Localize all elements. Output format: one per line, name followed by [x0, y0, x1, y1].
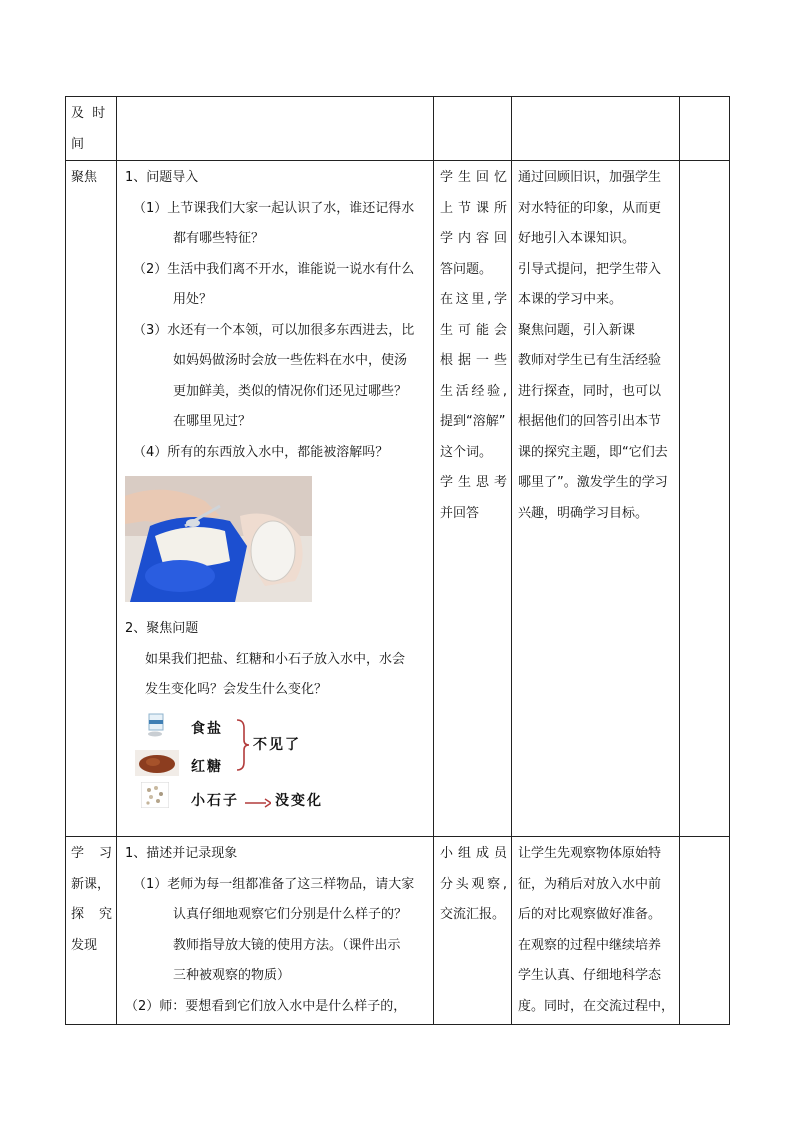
salt-label: 食盐	[191, 720, 223, 737]
row-label-line: 间	[71, 136, 85, 152]
student-line: 学生回忆	[440, 170, 507, 185]
pebbles-icon	[141, 782, 169, 808]
intent-line: 通过回顾旧识，加强学生	[518, 170, 662, 185]
intent-line: 哪里了”。激发学生的学习	[518, 475, 668, 490]
extra-cell-empty	[680, 97, 730, 161]
table-row-learn	[66, 837, 730, 1025]
focus-question: 如果我们把盐、红糖和小石子放入水中，水会 发生变化吗？会发生什么变化？	[145, 651, 406, 697]
substances-diagram	[135, 706, 395, 814]
stone-label: 小石子	[191, 792, 239, 809]
student-line: 生可能会	[440, 322, 507, 338]
paragraph-2	[125, 992, 429, 1023]
arrow-right-icon	[245, 798, 271, 808]
sugar-label: 红糖	[191, 758, 223, 775]
intent-line: 引导式提问，把学生带入	[518, 261, 662, 277]
student-line: 根据一些	[440, 353, 507, 368]
intent-line: 好地引入本课知识。	[518, 231, 636, 246]
student-line: 分头观察,	[440, 876, 507, 892]
intent-line: 征，为稍后对放入水中前	[518, 876, 662, 892]
section-title: 1、问题导入	[125, 170, 199, 185]
student-line: 交流汇报。	[440, 907, 506, 922]
lesson-plan-table	[65, 96, 730, 1025]
row-label-learn	[66, 837, 117, 1025]
paragraph-1	[125, 870, 429, 992]
student-line: 生活经验,	[440, 383, 507, 399]
brown-sugar-icon	[135, 750, 179, 776]
row-label-line: 发现	[71, 937, 98, 953]
student-line: 在这里,学	[440, 292, 507, 307]
row-label-line: 学 习	[71, 846, 112, 861]
salt-package-icon	[143, 712, 169, 738]
row-label-focus	[66, 161, 117, 837]
section-title: 1、描述并记录现象	[125, 846, 238, 861]
brace-icon	[235, 718, 251, 772]
student-activity-cell	[434, 161, 512, 837]
paragraph-text: （2）师：要想看到它们放入水中是什么样子的，	[125, 998, 407, 1014]
student-cell-empty	[434, 97, 512, 161]
intent-line: 兴趣，明确学习目标。	[518, 505, 649, 521]
intent-line: 后的对比观察做好准备。	[518, 907, 662, 922]
row-label-line: 聚焦	[71, 170, 98, 185]
row-label-line: 及 时	[71, 106, 106, 121]
design-intent-cell	[512, 837, 680, 1025]
intent-line: 让学生先观察物体原始特	[518, 846, 662, 861]
intent-line: 根据他们的回答引出本节	[518, 414, 662, 429]
intent-line: 聚焦问题，引入新课	[518, 322, 636, 338]
student-activity-cell	[434, 837, 512, 1025]
student-line: 这个词。	[440, 444, 493, 460]
student-line: 小组成员	[440, 846, 507, 861]
extra-cell-empty	[680, 837, 730, 1025]
student-line: 并回答	[440, 505, 480, 521]
question-text: （3）水还有一个本领，可以加很多东西进去，比 如妈妈做汤时会放一些佐料在水中，使汤 更加鲜美，类似的情况你们还见过哪些？ 在哪里见过？	[133, 322, 415, 429]
student-line: 学内容回	[440, 231, 507, 246]
paragraph-text: （1）老师为每一组都准备了这三样物品，请大家 认真仔细地观察它们分别是什么样子的？ 教师指导放大镜的使用方法。（课件出示 三种被观察的物质）	[133, 876, 415, 983]
question-text: （4）所有的东西放入水中，都能被溶解吗？	[133, 444, 389, 460]
intent-line: 教师对学生已有生活经验	[518, 353, 662, 368]
intent-cell-empty	[512, 97, 680, 161]
student-line: 学生思考	[440, 475, 507, 490]
question-2	[125, 255, 429, 316]
intent-line: 本课的学习中来。	[518, 292, 623, 307]
disappear-label: 不见了	[253, 736, 301, 753]
intent-line: 学生认真、仔细地科学态	[518, 968, 662, 983]
student-line: 答问题。	[440, 261, 493, 277]
hand-spooning-powder-photo	[125, 476, 312, 602]
section-title: 2、聚焦问题	[125, 621, 199, 636]
table-row-time	[66, 97, 730, 161]
question-1	[125, 194, 429, 255]
row-label-time	[66, 97, 117, 161]
question-text: （2）生活中我们离不开水，谁能说一说水有什么 用处？	[133, 261, 415, 307]
design-intent-cell	[512, 161, 680, 837]
table-row-focus	[66, 161, 730, 837]
row-label-line: 探 究	[71, 907, 112, 922]
row-label-line: 新课，	[71, 876, 111, 892]
nochange-label: 没变化	[275, 792, 323, 809]
intent-line: 度。同时，在交流过程中，	[518, 998, 675, 1014]
content-cell-learn	[117, 837, 434, 1025]
intent-line: 进行探查，同时，也可以	[518, 383, 662, 399]
student-line: 上节课所	[440, 200, 507, 216]
extra-cell-empty	[680, 161, 730, 837]
question-3	[125, 316, 429, 438]
content-cell-empty	[117, 97, 434, 161]
content-cell-focus	[117, 161, 434, 837]
question-text: （1）上节课我们大家一起认识了水，谁还记得水 都有哪些特征？	[133, 200, 415, 246]
intent-line: 课的探究主题，即“它们去	[518, 444, 668, 460]
intent-line: 在观察的过程中继续培养	[518, 937, 662, 953]
intent-line: 对水特征的印象，从而更	[518, 200, 662, 216]
student-line: 提到“溶解”	[440, 414, 506, 429]
question-4	[125, 438, 429, 469]
